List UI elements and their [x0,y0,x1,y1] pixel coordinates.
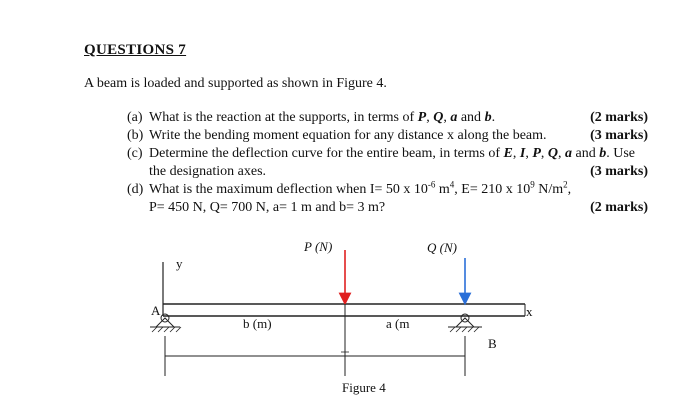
load-p-label: P (N) [304,239,333,254]
question-c-text-line2: the designation axes. [149,164,267,179]
support-b-roller [448,314,482,332]
question-b-label: (b) [127,128,144,143]
support-a-label: A [151,303,161,318]
question-a-text: What is the reaction at the supports, in terms of P, Q, a and b. [149,110,496,125]
question-c-label: (c) [127,146,143,161]
dimension-b-label: b (m) [243,316,272,331]
dimension-a-label: a (m [386,316,410,331]
question-a-label: (a) [127,110,143,125]
question-d-label: (d) [127,182,144,197]
question-d-text-line2: P= 450 N, Q= 700 N, a= 1 m and b= 3 m? [149,200,386,215]
beam [163,304,525,316]
question-d-text: What is the maximum deflection when I= 50 x $10^{-6}$ $m^4$, E= 210 x $10^9$ $N/m^2$, [149,179,572,197]
support-b-label: B [488,336,497,351]
load-q-label: Q (N) [427,240,457,255]
question-title: QUESTIONS 7 [84,42,187,58]
dimension-lines [165,304,465,376]
y-axis-label: y [176,256,183,271]
question-c-marks: (3 marks) [590,164,648,179]
intro-text: A beam is loaded and supported as shown in Figure 4. [84,76,387,91]
question-b-text: Write the bending moment equation for any distance x along the beam. [149,128,547,143]
figure-caption: Figure 4 [342,380,386,395]
x-axis-label: x [526,304,533,319]
question-c-text: Determine the deflection curve for the entire beam, in terms of E, I, P, Q, a and b. Use [149,146,636,161]
question-d-marks: (2 marks) [590,200,648,215]
question-b-marks: (3 marks) [590,128,648,143]
question-a-marks: (2 marks) [590,110,648,125]
